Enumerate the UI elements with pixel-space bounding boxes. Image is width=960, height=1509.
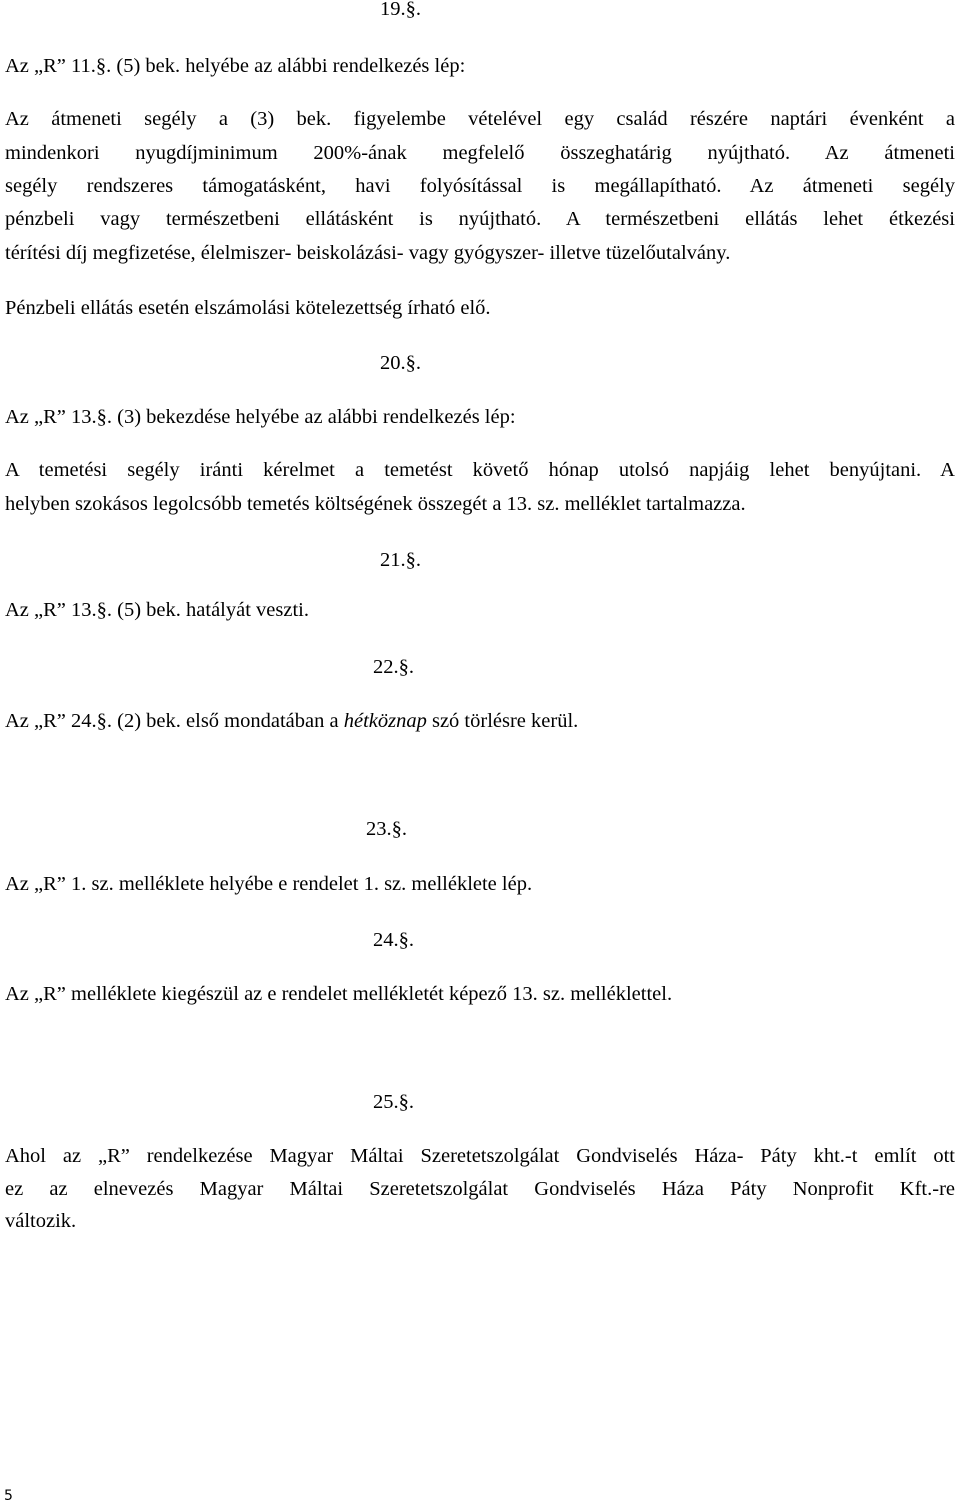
- section-19-line-1: Az „R” 11.§. (5) bek. helyébe az alábbi rendelkezés lép:: [5, 55, 466, 77]
- section-22-line-1: [5, 709, 578, 733]
- section-24-line-1: Az „R” melléklete kiegészül az e rendelet mellékletét képező 13. sz. melléklettel.: [5, 983, 673, 1005]
- section-19-line-3: mindenkori nyugdíjminimum 200%-ának megfelelő összeghatárig nyújtható. Az átmeneti: [5, 142, 955, 164]
- page-number: 5: [4, 1488, 13, 1504]
- section-22-italic-word: hétköznap: [343, 710, 427, 732]
- section-25-heading: 25.§.: [373, 1091, 414, 1113]
- section-20-line-3: helyben szokásos legolcsóbb temetés költségének összegét a 13. sz. melléklet tartalmazza.: [5, 493, 746, 515]
- section-22-text-after: szó törlésre kerül.: [426, 710, 579, 732]
- section-23-line-1: Az „R” 1. sz. melléklete helyébe e rendelet 1. sz. melléklete lép.: [5, 873, 533, 895]
- section-22-text-before: Az „R” 24.§. (2) bek. első mondatában a: [5, 710, 344, 732]
- section-20-heading: 20.§.: [380, 352, 421, 374]
- section-22-heading: 22.§.: [373, 656, 414, 678]
- section-19-line-7: Pénzbeli ellátás esetén elszámolási kötelezettség írható elő.: [5, 297, 491, 319]
- section-24-heading: 24.§.: [373, 929, 414, 951]
- section-25-line-1: Ahol az „R” rendelkezése Magyar Máltai Szeretetszolgálat Gondviselés Háza- Páty kht.-t említ ott: [5, 1145, 955, 1167]
- section-21-heading: 21.§.: [380, 549, 421, 571]
- section-20-line-1: Az „R” 13.§. (3) bekezdése helyébe az alábbi rendelkezés lép:: [5, 406, 516, 428]
- section-19-heading: 19.§.: [380, 0, 421, 20]
- section-19-line-4: segély rendszeres támogatásként, havi folyósítással is megállapítható. Az átmeneti segély: [5, 175, 955, 197]
- section-20-line-2: A temetési segély iránti kérelmet a temetést követő hónap utolsó napjáig lehet benyújtani. A: [5, 459, 955, 481]
- section-25-line-2: ez az elnevezés Magyar Máltai Szeretetszolgálat Gondviselés Háza Páty Nonprofit Kft.-re: [5, 1178, 955, 1200]
- section-23-heading: 23.§.: [366, 818, 407, 840]
- section-25-line-3: változik.: [5, 1210, 77, 1232]
- section-19-line-2: Az átmeneti segély a (3) bek. figyelembe vételével egy család részére naptári évenként a: [5, 108, 955, 130]
- section-19-line-5: pénzbeli vagy természetbeni ellátásként is nyújtható. A természetbeni ellátás lehet étkezési: [5, 208, 955, 230]
- section-21-line-1: Az „R” 13.§. (5) bek. hatályát veszti.: [5, 599, 309, 621]
- section-19-line-6: térítési díj megfizetése, élelmiszer- beiskolázási- vagy gyógyszer- illetve tüzelőutalvány.: [5, 242, 731, 264]
